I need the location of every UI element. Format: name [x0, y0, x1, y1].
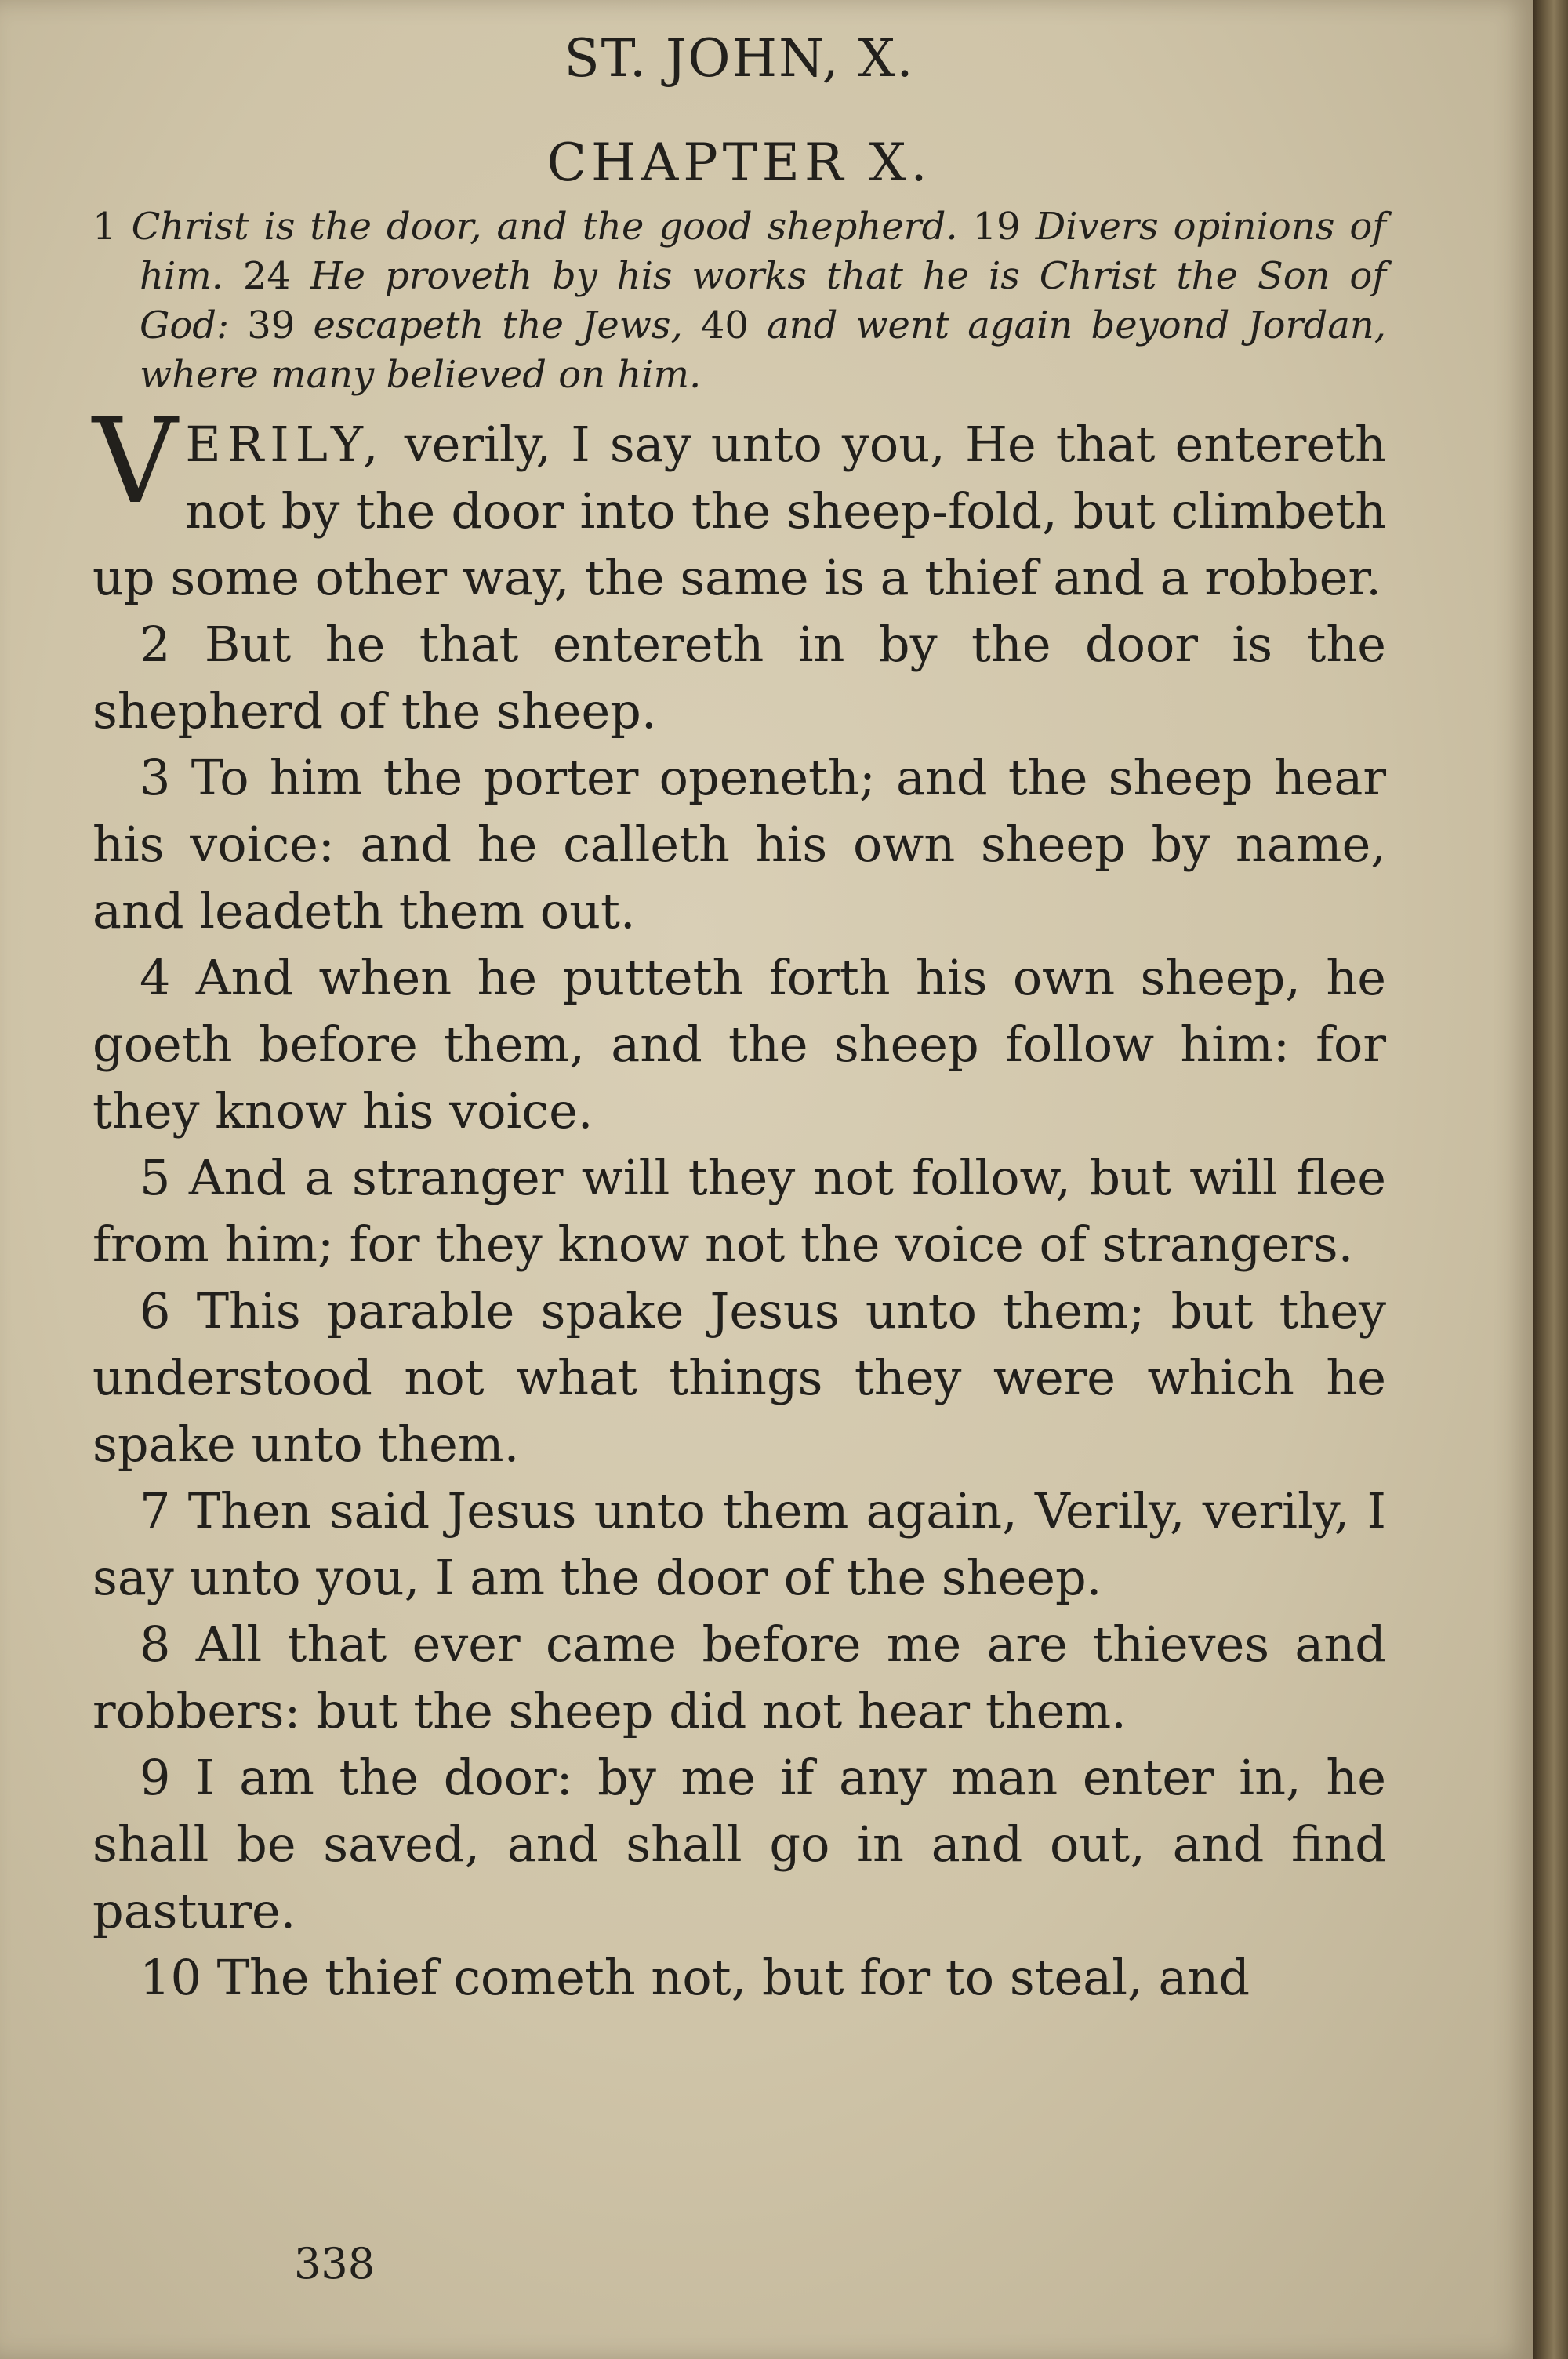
verse-text: The thief cometh not, but for to steal, and — [216, 1949, 1250, 2006]
summary-text: Divers opinions of him. — [140, 205, 1386, 298]
summary-num: 39 — [247, 304, 296, 347]
summary-num: 40 — [700, 304, 749, 347]
verse — [93, 1744, 1386, 1944]
verse-number: 6 — [140, 1282, 171, 1339]
verse — [93, 1144, 1386, 1278]
running-head: ST. JOHN, X. — [564, 28, 915, 89]
verse-text: And a stranger will they not follow, but will flee from him; for they know not the voice of strangers. — [93, 1149, 1387, 1273]
verse — [93, 944, 1386, 1144]
verse — [93, 1944, 1386, 2011]
verse-text: But he that entereth in by the door is the shepherd of the sheep. — [93, 616, 1386, 740]
verse-number: 5 — [140, 1149, 171, 1206]
verse — [93, 611, 1386, 744]
verse-number: 10 — [140, 1949, 201, 2006]
verse-text: This parable spake Jesus unto them; but they understood not what things they were which he spake unto them. — [93, 1282, 1387, 1473]
chapter-title: CHAPTER X. — [546, 133, 932, 193]
verse-number: 4 — [140, 949, 171, 1006]
verse-text: I am the door: by me if any man enter in, he shall be saved, and shall go in and out, and find pasture. — [93, 1749, 1386, 1939]
page-edge — [1533, 0, 1568, 2359]
summary-num: 1 — [93, 205, 117, 249]
verse-text: All that ever came before me are thieves and robbers: but the sheep did not hear them. — [93, 1616, 1386, 1739]
verse-text: verily, I say unto you, He that entereth not by the door into the sheep-fold, but climbeth up some other way, the same is a thief and a robber. — [93, 416, 1386, 606]
verse-opening-caps: ERILY, — [185, 416, 385, 473]
verse-number: 9 — [140, 1749, 171, 1806]
summary-text: escapeth the Jews, — [313, 304, 683, 347]
verse — [93, 1478, 1386, 1611]
summary-num: 24 — [242, 254, 291, 298]
verse-text: Then said Jesus unto them again, Verily, verily, I say unto you, I am the door of the sheep. — [93, 1482, 1386, 1606]
page-text — [93, 24, 1386, 2011]
verse — [93, 1611, 1386, 1744]
summary-text: He proveth by his works that he is Christ the Son of God: — [140, 254, 1386, 347]
verse-text: To him the porter openeth; and the sheep hear his voice: and he calleth his own sheep by name, and leadeth them out. — [93, 749, 1386, 940]
summary-text: and went again beyond Jordan, where many believed on him. — [140, 304, 1387, 397]
chapter-summary — [93, 202, 1386, 400]
verse-number: 7 — [140, 1482, 171, 1539]
drop-cap: V — [93, 394, 178, 530]
verse — [93, 744, 1386, 944]
verse-number: 2 — [140, 616, 171, 673]
verse-number: 8 — [140, 1616, 171, 1673]
verse-text: And when he putteth forth his own sheep, he goeth before them, and the sheep follow him: for they know his voice. — [93, 949, 1386, 1140]
summary-text: Christ is the door, and the good shepherd. — [131, 205, 958, 249]
verse — [93, 1278, 1386, 1478]
summary-num: 19 — [972, 205, 1021, 249]
page-number: 338 — [294, 2239, 376, 2288]
verse-1 — [93, 394, 1386, 611]
verse-number: 3 — [140, 749, 171, 806]
